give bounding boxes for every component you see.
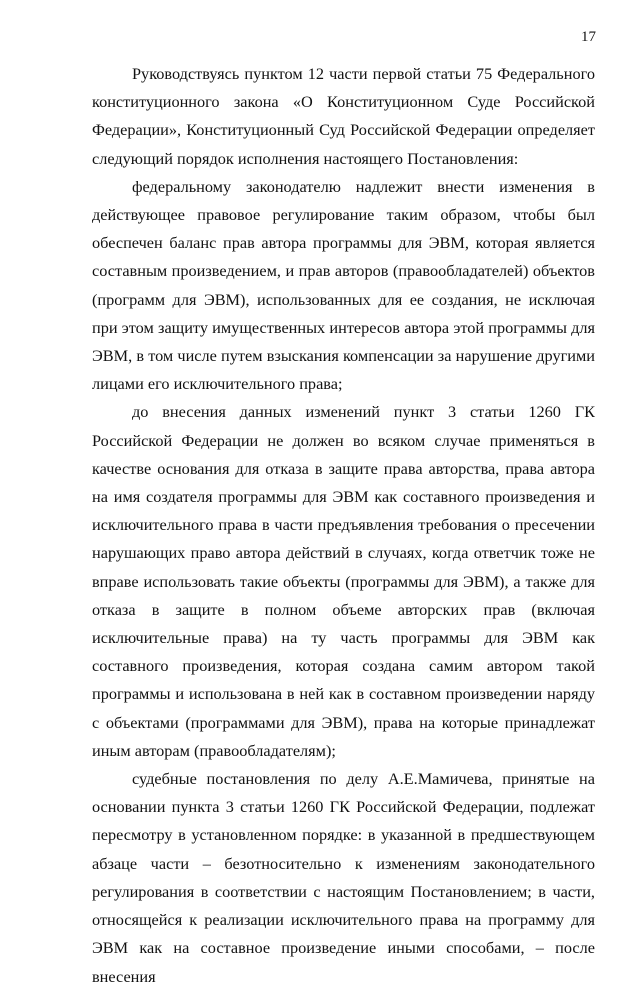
paragraph-interim-application: до внесения данных изменений пункт 3 статьи 1260 ГК Российской Федерации не должен во всяком случае применяться в качестве основания для отказа в защите права авторства, права автора на имя создателя программы для ЭВМ как составного произведения и исключительного права в части предъявления требования о пресечении нарушающих право автора действий в случаях, когда ответчик тоже не вправе использовать такие объекты (программы для ЭВМ), а также для отказа в защите в полном объеме авторских прав (включая исключительные права) на ту часть программы для ЭВМ как составного произведения, которая создана самим автором такой программы и использована в ней как в составном произведении наряду с объектами (программами для ЭВМ), права на которые принадлежат иным авторам (правообладателям);	[92, 402, 595, 760]
document-body	[92, 60, 595, 991]
paragraph-case-review: судебные постановления по делу А.Е.Мамичева, принятые на основании пункта 3 статьи 1260 ГК Российской Федерации, подлежат пересмотру в установленном порядке: в указанной в предшествующем абзаце части – безотносительно к изменениям законодательного регулирования в соответствии с настоящим Постановлением; в части, относящейся к реализации исключительного права на программу для ЭВМ как на составное произведение иными способами, – после внесения	[92, 769, 595, 986]
paragraph-procedure-intro: Руководствуясь пунктом 12 части первой статьи 75 Федерального конституционного закона «О Конституционном Суде Российской Федерации», Конституционный Суд Российской Федерации определяет следующий порядок исполнения настоящего Постановления:	[92, 64, 595, 168]
paragraph-legislator-duty: федеральному законодателю надлежит внести изменения в действующее правовое регулирование таким образом, чтобы был обеспечен баланс прав автора программы для ЭВМ, которая является составным произведением, и прав авторов (правообладателей) объектов (программ для ЭВМ), использованных для ее создания, не исключая при этом защиту имущественных интересов автора этой программы для ЭВМ, в том числе путем взыскания компенсации за нарушение другими лицами его исключительного права;	[92, 176, 595, 394]
page-number: 17	[581, 29, 596, 45]
